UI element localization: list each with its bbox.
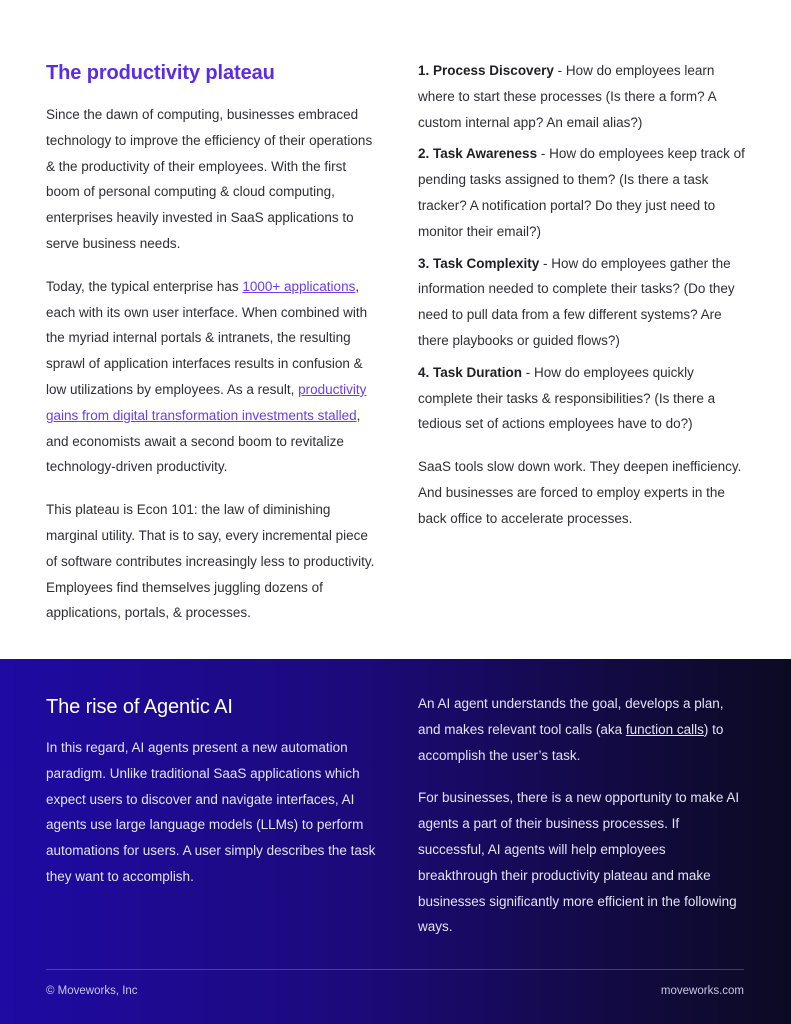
left-column	[46, 60, 376, 626]
agentic-ai-section	[0, 659, 791, 1024]
text-span: Today, the typical enterprise has	[46, 278, 243, 294]
paragraph-business-opportunity: For businesses, there is a new opportunity to make AI agents a part of their business processes. If successful, AI agents will help employees breakthrough their productivity plateau and make businesses significantly more efficient in the following ways.	[418, 790, 740, 935]
point-title: 1. Process Discovery	[418, 63, 554, 78]
paragraph-enterprise-apps	[46, 274, 376, 480]
agentic-right-column	[418, 691, 748, 940]
agentic-left-column	[46, 694, 376, 890]
point-task-duration	[418, 360, 748, 437]
right-column	[418, 58, 748, 532]
point-title: 2. Task Awareness	[418, 146, 538, 162]
footer-divider	[46, 969, 744, 970]
text-span: ) to accomplish the user’s task.	[418, 721, 724, 763]
point-task-awareness	[418, 141, 748, 244]
point-process-discovery	[418, 58, 748, 135]
point-text: - How do employees gather the information needed to complete their tasks? (Do they need to pull data from a few different systems? Are there playbooks or guided flows?)	[418, 255, 735, 348]
point-task-complexity	[418, 251, 748, 354]
text-span: , and economists await a second boom to revitalize technology-driven productivity.	[46, 407, 361, 475]
paragraph-agent-plan	[418, 691, 748, 768]
section-heading-agentic: The rise of Agentic AI	[46, 696, 233, 718]
text-span: An AI agent understands the goal, develops a plan, and makes relevant tool calls (aka	[418, 696, 724, 737]
point-text: - How do employees keep track of pending tasks assigned to them? (Is there a task tracker? A notification portal? Do they just need to monitor their email?)	[418, 146, 745, 239]
paragraph-saas-summary: SaaS tools slow down work. They deepen inefficiency. And businesses are forced to employ experts in the back office to accelerate processes.	[418, 459, 742, 526]
footer-copyright: © Moveworks, Inc	[46, 985, 138, 997]
point-title: 3. Task Complexity	[418, 255, 540, 271]
section-heading-productivity: The productivity plateau	[46, 62, 275, 84]
paragraph-econ-101: This plateau is Econ 101: the law of diminishing marginal utility. That is to say, every incremental piece of software contributes increasingly less to productivity. Employees find themselves juggling dozens of applications, portals, & processes.	[46, 502, 375, 621]
text-span: , each with its own user interface. When combined with the myriad internal portals & intranets, the resulting sprawl of application interfaces results in confusion & low utilizations by employees. As a result,	[46, 278, 368, 397]
link-1000-applications[interactable]: 1000+ applications	[242, 278, 356, 294]
footer-website-link[interactable]: moveworks.com	[660, 985, 744, 997]
link-productivity-gains-stalled[interactable]: productivity gains from digital transformation investments stalled	[46, 381, 367, 423]
point-text: - How do employees learn where to start these processes (Is there a form? A custom internal app? An email alias?)	[418, 63, 716, 130]
paragraph-history: Since the dawn of computing, businesses embraced technology to improve the efficiency of their operations & the productivity of their employees. With the first boom of personal computing & cloud computing, enterprises heavily invested in SaaS applications to serve business needs.	[46, 107, 373, 251]
paragraph-agentic-intro: In this regard, AI agents present a new automation paradigm. Unlike traditional SaaS applications which expect users to discover and navigate interfaces, AI agents use large language models (LLMs) to perform automations for users. A user simply describes the task they want to accomplish.	[46, 740, 376, 884]
link-function-calls[interactable]: function calls	[625, 721, 704, 737]
point-title: 4. Task Duration	[418, 364, 523, 380]
point-text: - How do employees quickly complete their tasks & responsibilities? (Is there a tedious set of actions employees have to do?)	[418, 364, 716, 432]
